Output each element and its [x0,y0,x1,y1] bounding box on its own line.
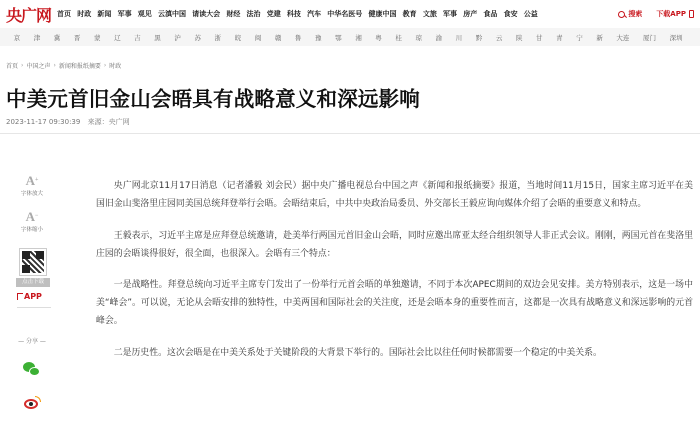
city-link[interactable]: 京 [13,33,21,42]
nav-item[interactable]: 食安 [503,10,518,18]
city-link[interactable]: 宁 [576,33,583,42]
city-link[interactable]: 黔 [475,33,483,42]
font-decrease-button[interactable] [11,210,53,233]
download-label: 下载APP [656,10,686,18]
nav-item[interactable]: 军事 [443,10,458,18]
wechat-share-icon[interactable] [23,360,41,378]
nav-item[interactable]: 首页 [57,10,72,18]
nav-item[interactable]: 公益 [523,10,538,18]
city-link[interactable]: 云 [495,33,503,42]
city-link[interactable]: 闽 [254,33,262,42]
download-app-button[interactable]: 点击下载 [16,278,50,287]
sidebar-divider [17,307,51,308]
header-actions [618,9,694,19]
city-link[interactable]: 渝 [435,33,443,42]
nav-item[interactable]: 健康中国 [368,10,397,18]
city-link[interactable]: 苏 [194,33,201,42]
city-link[interactable]: 赣 [274,33,282,42]
nav-item[interactable]: 食品 [483,10,498,18]
divider [0,133,700,134]
breadcrumb-item[interactable]: 时政 [109,63,122,70]
breadcrumb-separator: › [53,62,56,69]
main-nav [57,9,544,19]
nav-item[interactable]: 时政 [77,10,92,18]
download-app-link[interactable] [656,9,694,19]
nav-item[interactable]: 财经 [226,10,241,18]
nav-item[interactable]: 教育 [402,10,417,18]
city-link[interactable]: 琼 [415,33,422,42]
breadcrumb-item[interactable]: 中国之声 [26,63,51,70]
nav-item[interactable]: 请读大会 [192,10,221,18]
article-paragraph: 一是战略性。拜登总统向习近平主席专门发出了一份举行元首会晤的单独邀请，不同于本次APEC期间的双边会见安排。美方特别表示，这是一场中美“峰会”。可以说，无论从会晤安排的独特性，中美两国和国际社会的关注度，还是会晤本身的重要性而言，这都是一次具有战略意义和深远影响的元首峰会。 [96,280,693,326]
article-paragraph: 王毅表示，习近平主席是应拜登总统邀请，赴美举行两国元首旧金山会晤，同时应邀出席亚太经合组织领导人非正式会议。刚刚，两国元首在斐洛里庄园的会晤谈得很好，很全面，也很深入。会晤有三个特点： [96,231,693,259]
city-link[interactable]: 大连 [616,33,630,42]
city-link[interactable]: 吉 [134,33,141,42]
city-link[interactable]: 新 [596,33,603,42]
nav-item[interactable]: 文旅 [422,10,437,18]
breadcrumb-item[interactable]: 首页 [6,63,19,70]
city-link[interactable]: 川 [455,33,463,42]
font-decrease-label: 字体缩小 [20,227,43,233]
article-meta [6,117,135,127]
city-link[interactable]: 青 [556,33,563,42]
city-link[interactable]: 冀 [53,33,61,42]
top-navigation-bar [0,0,700,28]
city-link[interactable]: 晋 [73,33,81,42]
breadcrumb [6,61,121,70]
nav-item[interactable]: 汽车 [307,10,322,18]
city-link[interactable]: 鲁 [294,33,302,42]
publish-date: 2023-11-17 09:30:39 [6,118,81,126]
city-link[interactable]: 陕 [515,33,523,42]
search-button[interactable] [618,9,642,19]
font-increase-label: 字体放大 [20,191,43,197]
city-link[interactable]: 津 [33,33,41,42]
app-badge[interactable]: APP [17,292,42,301]
nav-item[interactable]: 观见 [137,10,152,18]
regional-channel-bar [0,28,700,46]
nav-item[interactable]: 科技 [286,10,301,18]
breadcrumb-separator: › [103,62,107,69]
city-link[interactable]: 深圳 [669,33,683,42]
city-link[interactable]: 蒙 [93,33,101,42]
city-link[interactable]: 辽 [114,33,121,42]
font-increase-button[interactable] [11,174,53,197]
city-link[interactable]: 湘 [355,33,362,42]
share-label: — 分享 — [18,338,46,345]
nav-item[interactable]: 军事 [117,10,132,18]
city-link[interactable]: 鄂 [335,33,342,42]
nav-item[interactable]: 党建 [266,10,281,18]
font-increase-icon: A+ [25,173,39,188]
qr-code [19,248,47,276]
weibo-share-icon[interactable] [23,396,41,410]
breadcrumb-separator: › [21,62,24,69]
nav-item[interactable]: 房产 [463,10,478,18]
city-link[interactable]: 厦门 [643,33,656,42]
site-logo[interactable]: 央广网 [6,5,52,25]
font-decrease-icon: A− [25,209,39,224]
city-link[interactable]: 粤 [375,33,382,42]
city-link[interactable]: 皖 [234,33,242,42]
city-link[interactable]: 桂 [395,33,402,42]
article-paragraph: 二是历史性。这次会晤是在中美关系处于关键阶段的大背景下举行的。国际社会比以往任何时候都需要一个稳定的中美关系。 [113,348,602,359]
phone-icon [689,10,694,18]
nav-item[interactable]: 新闻 [97,10,112,18]
article-source: 来源：央广网 [87,118,130,126]
city-link[interactable]: 浙 [214,33,222,42]
city-link[interactable]: 甘 [536,33,543,42]
city-link[interactable]: 豫 [315,33,322,42]
article-body [96,178,693,378]
nav-item[interactable]: 云滇中国 [157,10,186,18]
city-link[interactable]: 沪 [174,33,181,42]
search-label: 搜索 [628,10,643,18]
nav-item[interactable]: 中华名医号 [327,10,363,18]
article-title: 中美元首旧金山会晤具有战略意义和深远影响 [6,87,420,111]
article-paragraph: 央广网北京11月17日消息（记者潘毅 刘会民）据中央广播电视总台中国之声《新闻和报纸摘要》报道，当地时间11月15日，国家主席习近平在美国旧金山斐洛里庄园同美国总统拜登举行会晤。会晤结束后，中共中央政治局委员、外交部长王毅应询向媒体介绍了会晤的重要意义和特点。 [96,181,693,209]
nav-item[interactable]: 法治 [246,10,261,18]
city-link[interactable]: 黑 [154,33,161,42]
breadcrumb-item[interactable]: 新闻和报纸摘要 [58,63,101,70]
search-icon [618,11,625,18]
